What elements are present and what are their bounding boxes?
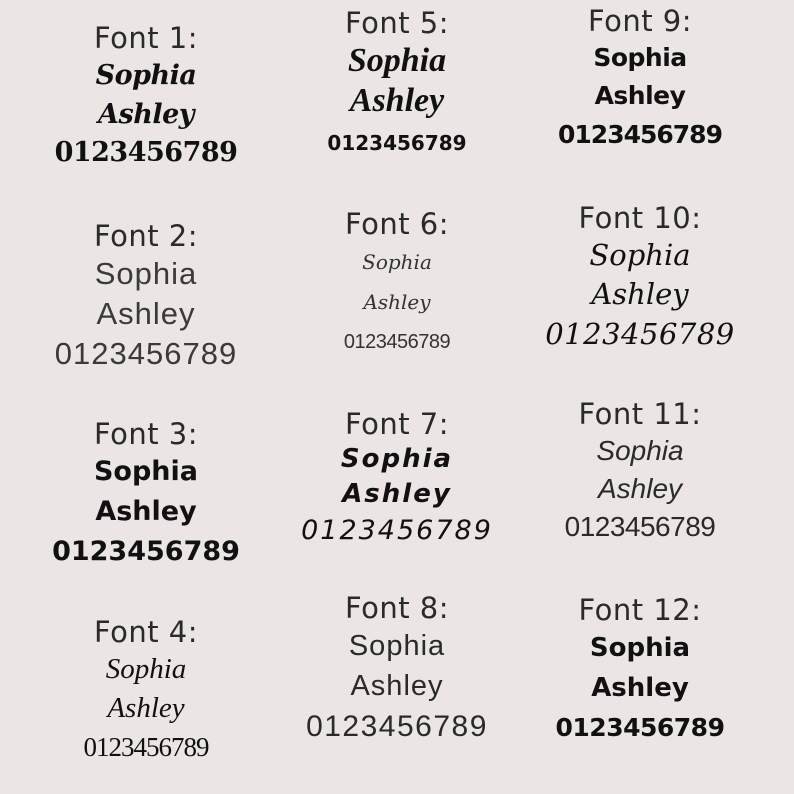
font-sample-1 bbox=[16, 20, 276, 172]
font-sample-11 bbox=[510, 396, 770, 546]
sample-name-ashley: Ashley bbox=[591, 277, 689, 311]
font-sample-4 bbox=[16, 614, 276, 766]
sample-digits: 0123456789 bbox=[545, 317, 735, 351]
sample-name-sophia: Sophia bbox=[593, 43, 687, 72]
font-sample-12 bbox=[510, 592, 770, 748]
font-sample-8 bbox=[267, 590, 527, 748]
sample-digits: 0123456789 bbox=[54, 336, 238, 371]
sample-digits: 0123456789 bbox=[301, 515, 493, 546]
sample-name-sophia: Sophia bbox=[95, 60, 197, 91]
font-sample-5 bbox=[267, 5, 527, 165]
sample-name-sophia: Sophia bbox=[347, 42, 447, 79]
sample-name-ashley: Ashley bbox=[349, 82, 445, 119]
sample-digits: 0123456789 bbox=[564, 511, 716, 542]
sample-name-ashley: Ashley bbox=[350, 670, 444, 702]
font-sample-10 bbox=[510, 200, 770, 354]
font-sample-2 bbox=[16, 218, 276, 374]
sample-digits: 0123456789 bbox=[343, 331, 451, 353]
font-label: Font 4: bbox=[93, 615, 199, 649]
font-label: Font 8: bbox=[344, 591, 450, 625]
sample-digits: 0123456789 bbox=[83, 732, 209, 762]
font-label: Font 6: bbox=[344, 207, 450, 241]
sample-name-ashley: Ashley bbox=[591, 673, 689, 703]
sample-name-sophia: Sophia bbox=[105, 653, 187, 685]
sample-digits: 0123456789 bbox=[54, 137, 238, 168]
font-label: Font 5: bbox=[344, 6, 450, 40]
font-sample-7 bbox=[267, 406, 527, 550]
sample-name-ashley: Ashley bbox=[594, 81, 686, 110]
font-label: Font 2: bbox=[93, 219, 199, 253]
sample-name-sophia: Sophia bbox=[348, 630, 446, 662]
sample-name-sophia: Sophia bbox=[589, 633, 691, 663]
sample-name-ashley: Ashley bbox=[363, 290, 431, 314]
sample-digits: 0123456789 bbox=[555, 713, 725, 742]
sample-name-sophia: Sophia bbox=[340, 444, 454, 474]
sample-name-ashley: Ashley bbox=[98, 99, 194, 130]
sample-digits: 0123456789 bbox=[558, 120, 722, 149]
sample-digits: 0123456789 bbox=[327, 131, 467, 155]
font-label: Font 3: bbox=[93, 417, 199, 451]
font-label: Font 9: bbox=[587, 4, 693, 38]
font-label: Font 1: bbox=[93, 21, 199, 55]
font-sample-6 bbox=[267, 206, 527, 362]
sample-name-sophia: Sophia bbox=[93, 456, 199, 487]
font-label: Font 7: bbox=[344, 407, 450, 441]
font-label: Font 10: bbox=[578, 201, 702, 235]
font-sample-9 bbox=[510, 3, 770, 155]
sample-digits: 0123456789 bbox=[52, 536, 240, 567]
sample-name-ashley: Ashley bbox=[597, 473, 683, 504]
sample-name-sophia: Sophia bbox=[94, 256, 198, 291]
font-label: Font 12: bbox=[578, 593, 702, 627]
sample-name-sophia: Sophia bbox=[362, 250, 432, 274]
sample-name-ashley: Ashley bbox=[95, 496, 197, 527]
font-sample-3 bbox=[16, 416, 276, 571]
sample-name-sophia: Sophia bbox=[589, 238, 691, 272]
font-label: Font 11: bbox=[578, 397, 702, 431]
sample-name-ashley: Ashley bbox=[107, 692, 185, 724]
sample-name-ashley: Ashley bbox=[96, 296, 196, 331]
sample-name-ashley: Ashley bbox=[342, 479, 452, 509]
sample-name-sophia: Sophia bbox=[596, 435, 684, 466]
sample-digits: 0123456789 bbox=[306, 710, 488, 743]
